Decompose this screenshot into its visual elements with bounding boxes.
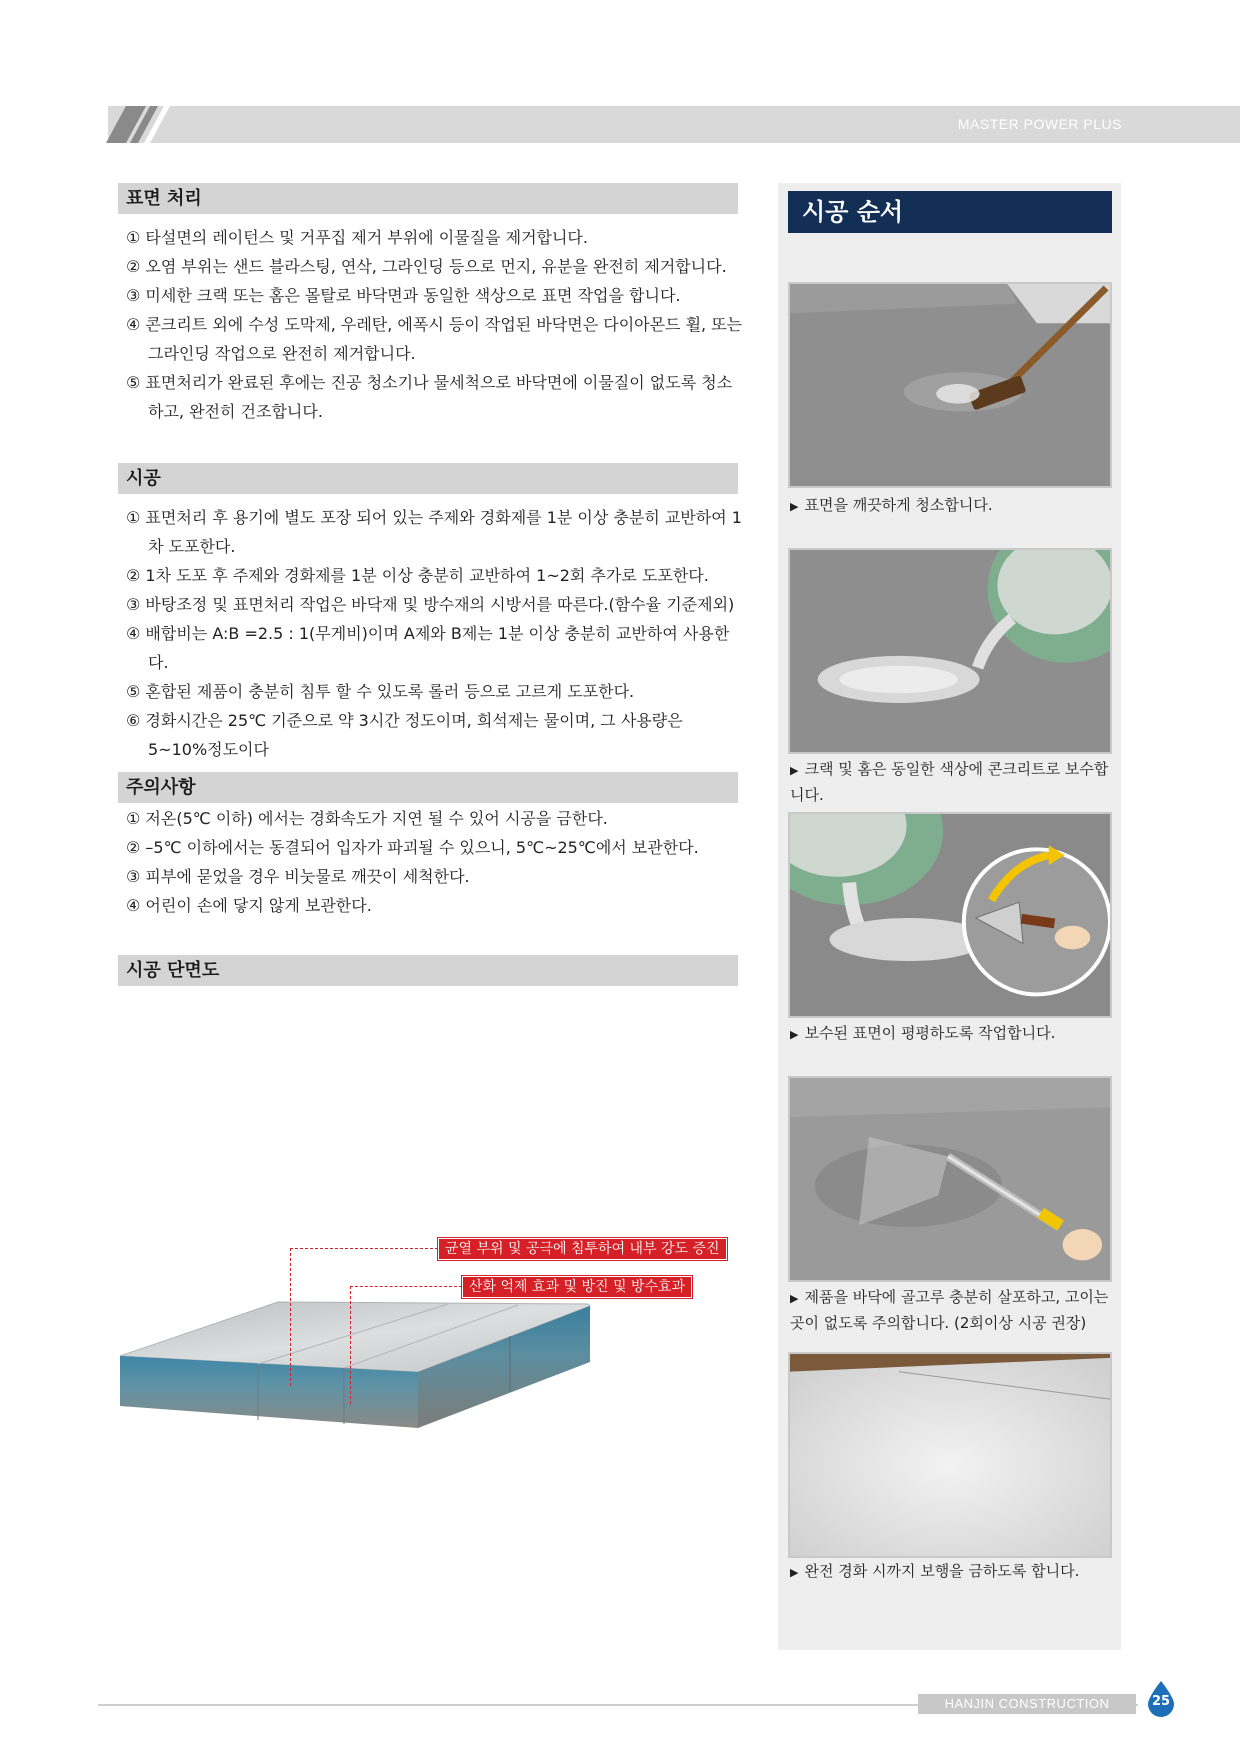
step-photo-cured <box>788 1352 1112 1558</box>
list-item: ④ 배합비는 A:B =2.5 : 1(무게비)이며 A제와 B제는 1분 이상 충분히 교반하여 사용한다. <box>126 624 730 672</box>
callout-leader <box>350 1286 351 1404</box>
section-title-surface: 표면 처리 <box>118 183 738 214</box>
step-caption <box>790 757 1120 807</box>
list-item: ⑤ 표면처리가 완료된 후에는 진공 청소기나 물세척으로 바닥면에 이물질이 없도록 청소하고, 완전히 건조합니다. <box>126 373 733 421</box>
section-title-caution: 주의사항 <box>118 772 738 803</box>
section-title-section-view: 시공 단면도 <box>118 955 738 986</box>
list-item: ④ 어린이 손에 닿지 않게 보관한다. <box>126 896 372 915</box>
header-title: MASTER POWER PLUS <box>957 116 1122 132</box>
construction-list <box>126 503 746 764</box>
step-photo-spray <box>788 1076 1112 1282</box>
list-item: ① 표면처리 후 용기에 별도 포장 되어 있는 주제와 경화제를 1분 이상 충분히 교반하여 1차 도포한다. <box>126 508 742 556</box>
list-item: ② 1차 도포 후 주제와 경화제를 1분 이상 충분히 교반하여 1~2회 추가로 도포한다. <box>126 566 709 585</box>
step-photo-patch <box>788 548 1112 754</box>
procedure-title: 시공 순서 <box>788 191 1112 233</box>
list-item: ⑥ 경화시간은 25℃ 기준으로 약 3시간 정도이며, 희석제는 물이며, 그 사용량은 5~10%정도이다 <box>126 711 683 759</box>
footer-company: HANJIN CONSTRUCTION CHEMICAL <box>918 1694 1136 1714</box>
bullet-triangle-icon: ▶ <box>790 500 799 513</box>
callout-leader <box>290 1248 291 1386</box>
step-text: 보수된 표면이 평평하도록 작업합니다. <box>804 1024 1056 1042</box>
step-text: 크랙 및 홈은 동일한 색상에 콘크리트로 보수합니다. <box>790 760 1109 804</box>
list-item: ② 오염 부위는 샌드 블라스팅, 연삭, 그라인딩 등으로 먼지, 유분을 완전히 제거합니다. <box>126 257 727 276</box>
list-item: ③ 피부에 묻었을 경우 비눗물로 깨끗이 세척한다. <box>126 867 470 886</box>
list-item: ④ 콘크리트 외에 수성 도막제, 우레탄, 에폭시 등이 작업된 바닥면은 다이아몬드 휠, 또는 그라인딩 작업으로 완전히 제거합니다. <box>126 315 743 363</box>
step-caption <box>790 1285 1120 1335</box>
list-item: ② –5℃ 이하에서는 동결되어 입자가 파괴될 수 있으니, 5℃~25℃에서 보관한다. <box>126 838 699 857</box>
list-item: ③ 미세한 크랙 또는 홈은 몰탈로 바닥면과 동일한 색상으로 표면 작업을 합니다. <box>126 286 681 305</box>
cross-section-diagram <box>118 1230 638 1460</box>
list-item: ① 저온(5℃ 이하) 에서는 경화속도가 지연 될 수 있어 시공을 금한다. <box>126 809 608 828</box>
section-title-construction: 시공 <box>118 463 738 494</box>
callout-dustproof: 산화 억제 효과 및 방진 및 방수효과 <box>462 1276 692 1298</box>
step-caption <box>790 1021 1120 1047</box>
step-photo-sweep <box>788 282 1112 488</box>
step-text: 완전 경화 시까지 보행을 금하도록 합니다. <box>804 1562 1080 1580</box>
caution-list <box>126 804 746 920</box>
list-item: ③ 바탕조정 및 표면처리 작업은 바닥재 및 방수재의 시방서를 따른다.(함수율 기준제외) <box>126 595 735 614</box>
header-stripes-icon <box>106 106 176 143</box>
bullet-triangle-icon: ▶ <box>790 1566 799 1579</box>
list-item: ① 타설면의 레이턴스 및 거푸집 제거 부위에 이물질을 제거합니다. <box>126 228 588 247</box>
step-photo-trowel <box>788 812 1112 1018</box>
step-caption <box>790 493 1120 519</box>
bullet-triangle-icon: ▶ <box>790 764 799 777</box>
callout-strength: 균열 부위 및 공극에 침투하여 내부 강도 증진 <box>438 1238 727 1260</box>
list-item: ⑤ 혼합된 제품이 충분히 침투 할 수 있도록 롤러 등으로 고르게 도포한다. <box>126 682 635 701</box>
step-text: 제품을 바닥에 골고루 충분히 살포하고, 고이는 곳이 없도록 주의합니다. (2회이상 시공 권장) <box>790 1288 1109 1332</box>
step-text: 표면을 깨끗하게 청소합니다. <box>804 496 993 514</box>
surface-list <box>126 223 746 426</box>
callout-leader <box>290 1248 438 1249</box>
bullet-triangle-icon: ▶ <box>790 1028 799 1041</box>
callout-leader <box>350 1286 462 1287</box>
step-caption <box>790 1559 1120 1585</box>
page-number: 25 <box>1151 1694 1171 1709</box>
bullet-triangle-icon: ▶ <box>790 1292 799 1305</box>
